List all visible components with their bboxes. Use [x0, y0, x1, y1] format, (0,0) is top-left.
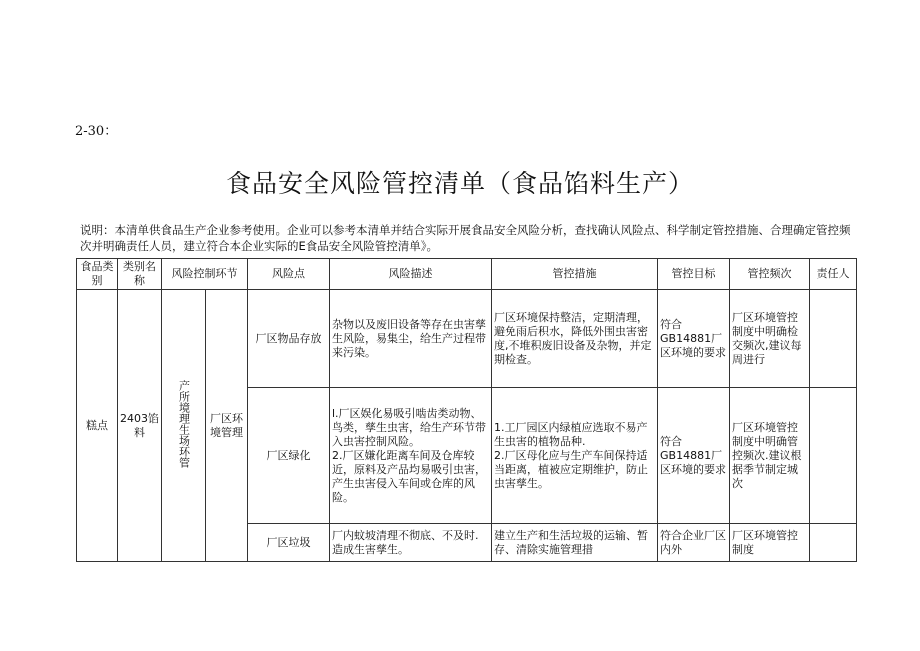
responsible-cell — [810, 290, 857, 388]
frequency-cell: 厂区环境管控制度中明确管控频次.建议根据季节制定城次 — [730, 388, 810, 524]
header-control-stage: 风险控制环节 — [162, 259, 248, 290]
risk-desc-cell: 厂内蚊坡清理不彻底、不及时.造成生害孳生。 — [330, 524, 492, 562]
measures-cell: 厂区环境保持整洁，定期清理，避免雨后积水，降低外围虫害密度,不堆积废旧设备及杂物，并定期检查。 — [492, 290, 658, 388]
frequency-cell: 厂区环境管控制度 — [730, 524, 810, 562]
target-cell: 符合GB14881厂区环境的要求 — [658, 290, 730, 388]
frequency-cell: 厂区环境管控制度中明确检交频次,建议每周进行 — [730, 290, 810, 388]
risk-point-cell: 厂区物品存放 — [248, 290, 330, 388]
target-cell: 符合企业厂区内外 — [658, 524, 730, 562]
risk-desc-cell: 杂物以及废旧设备等存在虫害孳生风险，易集尘，给生产过程带来污染。 — [330, 290, 492, 388]
table-header-row — [77, 259, 857, 290]
target-cell: 符合GB14881厂区环境的要求 — [658, 388, 730, 524]
header-frequency: 管控频次 — [730, 259, 810, 290]
header-sub-category: 类别名称 — [118, 259, 162, 290]
document-reference: 2-30： — [75, 124, 118, 139]
header-measures: 管控措施 — [492, 259, 658, 290]
header-risk-point: 风险点 — [248, 259, 330, 290]
risk-point-cell: 厂区垃圾 — [248, 524, 330, 562]
responsible-cell — [810, 524, 857, 562]
food-category-cell: 糕点 — [77, 290, 118, 562]
stage-cell: 厂区环境管理 — [206, 290, 248, 562]
risk-point-cell: 厂区绿化 — [248, 388, 330, 524]
header-risk-desc: 风险描述 — [330, 259, 492, 290]
measures-cell: 1.工厂园区内绿植应选取不易产生虫害的植物品种. 2.厂区母化应与生产车间保持适当距离，植被应定期维护，防止虫害孳生。 — [492, 388, 658, 524]
header-food-category: 食品类别 — [77, 259, 118, 290]
table-row — [77, 290, 857, 388]
measures-cell: 建立生产和生活垃圾的运输、暂存、清除实施管理措 — [492, 524, 658, 562]
risk-control-table — [76, 258, 857, 562]
responsible-cell — [810, 388, 857, 524]
instruction-note: 说明：本清单供食品生产企业参考使用。企业可以参考本清单并结合实际开展食品安全风险分析，查找确认风险点、科学制定管控措施、合理确定管控频次并明确责任人员，建立符合本企业实际的E食品安全风险管控清单》。 — [80, 223, 851, 253]
stage-vertical-text: 产所境理生场环管 — [177, 379, 191, 468]
risk-desc-cell: l.厂区娱化易吸引啮齿类动物、鸟类，孳生虫害，给生产环节带入虫害控制风险。 2.厂区嫌化距离车间及仓库较近，原料及产品均易吸引虫害，产生虫害侵入车间或仓库的风险。 — [330, 388, 492, 524]
stage-vertical-cell — [162, 290, 206, 562]
header-target: 管控目标 — [658, 259, 730, 290]
sub-category-cell: 2403馅料 — [118, 290, 162, 562]
header-responsible: 责任人 — [810, 259, 857, 290]
page-title: 食品安全风险管控清单（食品馅料生产） — [225, 169, 694, 198]
